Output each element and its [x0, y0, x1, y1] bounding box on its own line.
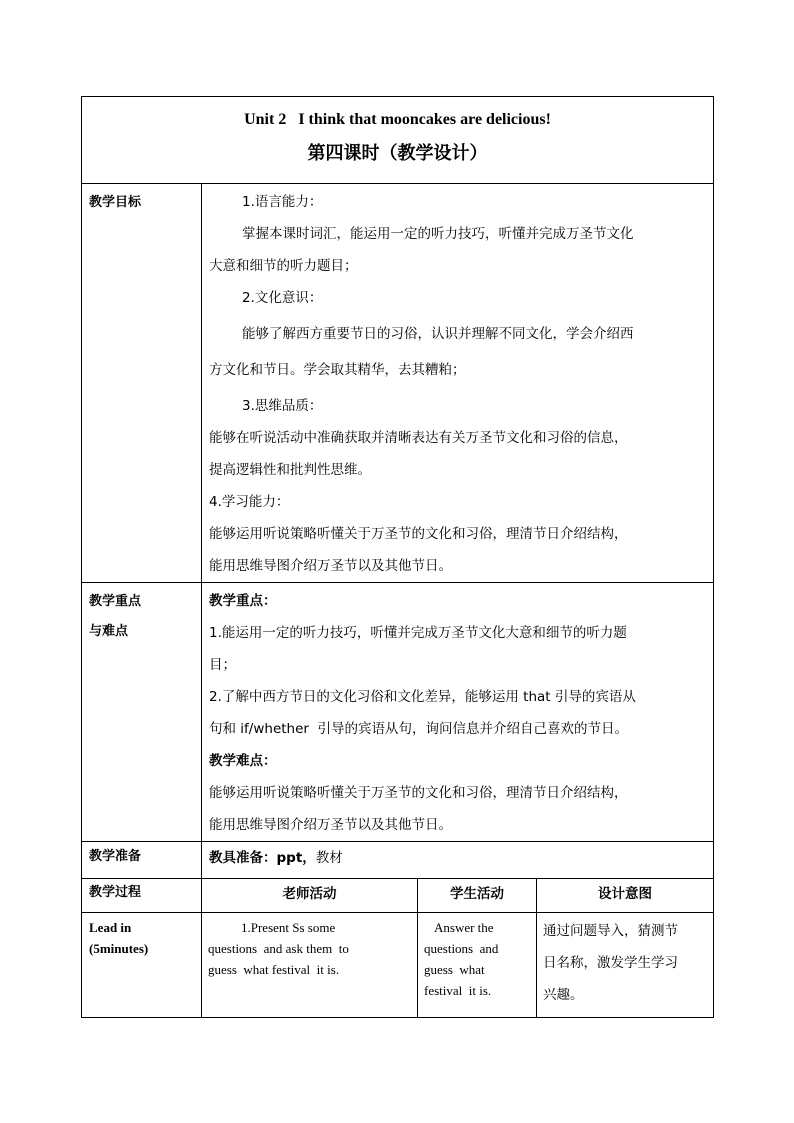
unit-title: Unit 2 I think that mooncakes are delicious! [244, 111, 551, 128]
teacher-activity-cell [202, 913, 418, 1018]
objective-line: 掌握本课时词汇，能运用一定的听力技巧，听懂并完成万圣节文化 [242, 226, 634, 242]
objective-line: 大意和细节的听力题目； [209, 258, 358, 274]
objective-line: 3.思维品质： [242, 398, 323, 414]
difficulty-line: 能够运用听说策略听懂关于万圣节的文化和习俗，理清节日介绍结构， [209, 785, 628, 801]
student-activity-cell [418, 913, 537, 1018]
preparation-normal: 教材 [315, 850, 343, 866]
objective-line: 能够在听说活动中准确获取并清晰表达有关万圣节文化和习俗的信息， [209, 430, 628, 446]
preparation-content [202, 842, 714, 879]
design-intent-header: 设计意图 [537, 879, 714, 913]
design-intent-line: 兴趣。 [543, 987, 584, 1003]
focus-line: 目； [209, 657, 236, 673]
objectives-content [202, 184, 714, 583]
teacher-activity-line: guess what festival it is. [208, 962, 340, 977]
key-points-content [202, 583, 714, 842]
focus-heading: 教学重点： [209, 593, 277, 609]
lesson-plan-table [81, 96, 714, 1018]
table-row [82, 913, 714, 1018]
preparation-bold: 教具准备：ppt， [209, 850, 316, 866]
objective-line: 能够运用听说策略听懂关于万圣节的文化和习俗，理清节日介绍结构， [209, 526, 628, 542]
focus-line: 2.了解中西方节日的文化习俗和文化差异，能够运用 that 引导的宾语从 [209, 689, 636, 705]
student-activity-header: 学生活动 [418, 879, 537, 913]
objective-line: 2.文化意识： [242, 290, 323, 306]
student-activity-line: guess what [424, 962, 485, 977]
design-intent-line: 日名称，激发学生学习 [543, 955, 678, 971]
objective-line: 能够了解西方重要节日的习俗，认识并理解不同文化，学会介绍西 [242, 326, 634, 342]
objective-line: 能用思维导图介绍万圣节以及其他节日。 [209, 558, 452, 574]
key-points-row [82, 583, 714, 842]
teacher-activity-line: questions and ask them to [208, 941, 349, 956]
key-points-label-line1: 教学重点 [89, 594, 142, 609]
design-intent-line: 通过问题导入，猜测节 [543, 923, 678, 939]
title-row [82, 97, 714, 184]
teacher-activity-line: 1.Present Ss some [241, 920, 336, 935]
title-cell [82, 97, 714, 184]
lesson-subtitle: 第四课时（教学设计） [307, 143, 488, 164]
objective-line: 提高逻辑性和批判性思维。 [209, 462, 371, 478]
design-intent-cell [537, 913, 714, 1018]
difficulty-heading: 教学难点： [209, 753, 277, 769]
key-points-label [82, 583, 202, 842]
preparation-row [82, 842, 714, 879]
process-label: 教学过程 [82, 879, 202, 913]
stage-name: Lead in [89, 920, 132, 935]
focus-line: 1.能运用一定的听力技巧，听懂并完成万圣节文化大意和细节的听力题 [209, 625, 627, 641]
student-activity-line: questions and [424, 941, 499, 956]
stage-cell [82, 913, 202, 1018]
objectives-label: 教学目标 [82, 184, 202, 583]
objective-line: 4.学习能力： [209, 494, 290, 510]
lesson-plan-page [81, 96, 713, 1018]
focus-line: 句和 if/whether 引导的宾语从句，询问信息并介绍自己喜欢的节日。 [209, 721, 629, 737]
student-activity-line: festival it is. [424, 983, 492, 998]
stage-duration: (5minutes) [89, 941, 149, 956]
teacher-activity-header: 老师活动 [202, 879, 418, 913]
difficulty-line: 能用思维导图介绍万圣节以及其他节日。 [209, 817, 452, 833]
preparation-label: 教学准备 [82, 842, 202, 879]
key-points-label-line2: 与难点 [89, 624, 129, 639]
objective-line: 1.语言能力： [242, 194, 323, 210]
objectives-row [82, 184, 714, 583]
student-activity-line: Answer the [434, 920, 494, 935]
objective-line: 方文化和节日。学会取其精华，去其糟粕； [209, 362, 466, 378]
process-header-row [82, 879, 714, 913]
